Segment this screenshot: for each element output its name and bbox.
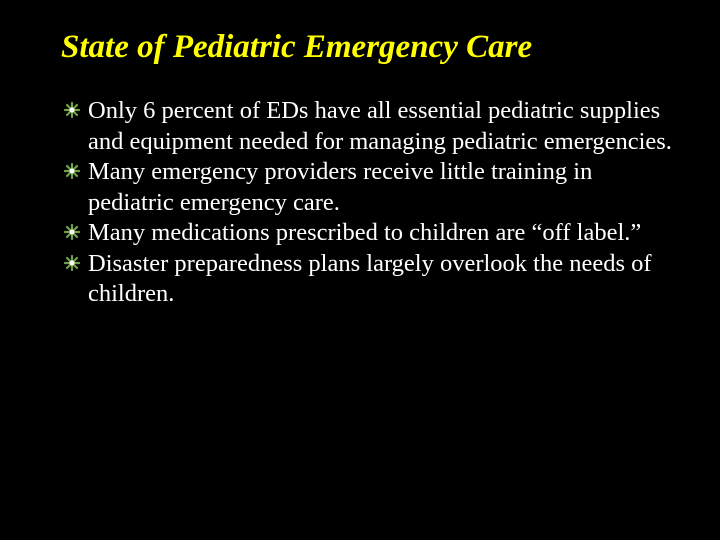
bullet-text: Many emergency providers receive little training in pediatric emergency care. xyxy=(88,158,593,216)
bullet-text: Many medications prescribed to children are “off label.” xyxy=(88,219,642,246)
starburst-bullet-icon xyxy=(64,255,80,271)
starburst-bullet-icon xyxy=(64,224,80,240)
bullet-item xyxy=(60,96,680,157)
bullet-text: Disaster preparedness plans largely overlook the needs of children. xyxy=(88,249,652,307)
bullet-item xyxy=(60,157,680,218)
slide-title: State of Pediatric Emergency Care xyxy=(61,29,533,65)
starburst-bullet-icon xyxy=(64,163,80,179)
bullet-list xyxy=(60,96,680,310)
starburst-bullet-icon xyxy=(64,102,80,118)
bullet-item xyxy=(60,249,680,310)
bullet-item xyxy=(60,218,680,249)
bullet-text: Only 6 percent of EDs have all essential pediatric supplies and equipment needed for managing pediatric emergencies. xyxy=(88,97,672,155)
